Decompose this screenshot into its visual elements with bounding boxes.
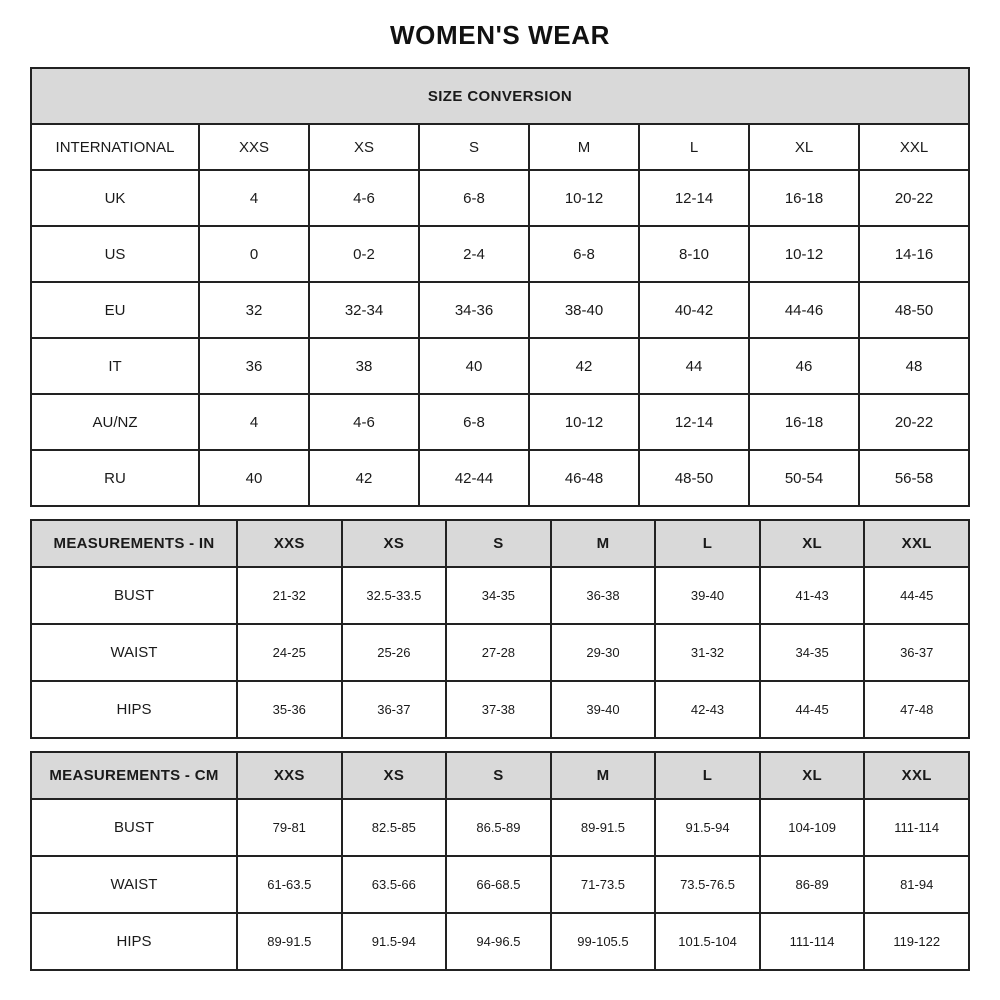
table-cell: 38-40 (529, 282, 639, 338)
measurements-cm-table (30, 751, 970, 971)
table-row (31, 170, 969, 226)
table-cell: 119-122 (864, 913, 969, 970)
table-cell: 47-48 (864, 681, 969, 738)
header-row (31, 124, 969, 170)
column-header: M (551, 520, 656, 567)
table-cell: 34-35 (760, 624, 865, 681)
table-cell: 20-22 (859, 394, 969, 450)
table-cell: 104-109 (760, 799, 865, 856)
row-label: HIPS (31, 913, 237, 970)
table-cell: 89-91.5 (551, 799, 656, 856)
row-label: BUST (31, 799, 237, 856)
table-cell: 46-48 (529, 450, 639, 506)
table-cell: 36-38 (551, 567, 656, 624)
corner-header: MEASUREMENTS - CM (31, 752, 237, 799)
table-cell: 42-43 (655, 681, 760, 738)
table-cell: 44 (639, 338, 749, 394)
table-cell: 14-16 (859, 226, 969, 282)
table-cell: 12-14 (639, 170, 749, 226)
table-cell: 44-46 (749, 282, 859, 338)
table-cell: 16-18 (749, 394, 859, 450)
table-row (31, 282, 969, 338)
table-cell: 6-8 (529, 226, 639, 282)
table-cell: 111-114 (760, 913, 865, 970)
table-cell: 66-68.5 (446, 856, 551, 913)
table-cell: 39-40 (551, 681, 656, 738)
row-label: AU/NZ (31, 394, 199, 450)
column-header: XL (760, 520, 865, 567)
table-cell: 42 (529, 338, 639, 394)
column-header: M (529, 124, 639, 170)
table-cell: 86.5-89 (446, 799, 551, 856)
table-cell: 34-35 (446, 567, 551, 624)
size-conversion-table (30, 67, 970, 507)
column-header: S (446, 520, 551, 567)
table-cell: 36-37 (342, 681, 447, 738)
table-cell: 99-105.5 (551, 913, 656, 970)
table-cell: 40 (199, 450, 309, 506)
row-label: WAIST (31, 624, 237, 681)
column-header: XXS (237, 752, 342, 799)
table-cell: 48 (859, 338, 969, 394)
row-label: WAIST (31, 856, 237, 913)
column-header: L (655, 752, 760, 799)
table-cell: 44-45 (760, 681, 865, 738)
table-cell: 2-4 (419, 226, 529, 282)
table-cell: 111-114 (864, 799, 969, 856)
table-cell: 34-36 (419, 282, 529, 338)
column-header: M (551, 752, 656, 799)
column-header: XXL (859, 124, 969, 170)
column-header: XL (749, 124, 859, 170)
table-cell: 27-28 (446, 624, 551, 681)
row-label: UK (31, 170, 199, 226)
row-label: IT (31, 338, 199, 394)
table-title-row (31, 68, 969, 124)
table-cell: 31-32 (655, 624, 760, 681)
table-cell: 8-10 (639, 226, 749, 282)
table-cell: 25-26 (342, 624, 447, 681)
table-cell: 39-40 (655, 567, 760, 624)
table-cell: 10-12 (529, 394, 639, 450)
column-header: XXL (864, 752, 969, 799)
table-cell: 38 (309, 338, 419, 394)
table-cell: 10-12 (749, 226, 859, 282)
table-row (31, 338, 969, 394)
table-cell: 48-50 (639, 450, 749, 506)
row-label: RU (31, 450, 199, 506)
table-cell: 6-8 (419, 394, 529, 450)
table-cell: 0 (199, 226, 309, 282)
table-row (31, 567, 969, 624)
column-header: L (655, 520, 760, 567)
table-cell: 32.5-33.5 (342, 567, 447, 624)
table-cell: 48-50 (859, 282, 969, 338)
table-cell: 82.5-85 (342, 799, 447, 856)
table-row (31, 913, 969, 970)
column-header: L (639, 124, 749, 170)
table-row (31, 681, 969, 738)
table-cell: 6-8 (419, 170, 529, 226)
table-cell: 36-37 (864, 624, 969, 681)
table-cell: 35-36 (237, 681, 342, 738)
column-header: XL (760, 752, 865, 799)
table-cell: 16-18 (749, 170, 859, 226)
column-header: S (419, 124, 529, 170)
table-cell: 94-96.5 (446, 913, 551, 970)
table-cell: 37-38 (446, 681, 551, 738)
table-row (31, 450, 969, 506)
table-cell: 40-42 (639, 282, 749, 338)
table-cell: 56-58 (859, 450, 969, 506)
table-cell: 91.5-94 (655, 799, 760, 856)
table-cell: 101.5-104 (655, 913, 760, 970)
table-cell: 21-32 (237, 567, 342, 624)
table-cell: 71-73.5 (551, 856, 656, 913)
table-cell: 4-6 (309, 394, 419, 450)
table-cell: 81-94 (864, 856, 969, 913)
table-cell: 63.5-66 (342, 856, 447, 913)
table-cell: 79-81 (237, 799, 342, 856)
row-label: EU (31, 282, 199, 338)
table-cell: 32-34 (309, 282, 419, 338)
header-row (31, 752, 969, 799)
table-row (31, 856, 969, 913)
table-cell: 24-25 (237, 624, 342, 681)
table-cell: 73.5-76.5 (655, 856, 760, 913)
table-cell: 42 (309, 450, 419, 506)
header-row (31, 520, 969, 567)
corner-header: MEASUREMENTS - IN (31, 520, 237, 567)
measurements-in-table (30, 519, 970, 739)
table-cell: 91.5-94 (342, 913, 447, 970)
column-header: XXL (864, 520, 969, 567)
table-row (31, 394, 969, 450)
page-title: WOMEN'S WEAR (390, 20, 610, 50)
table-cell: 42-44 (419, 450, 529, 506)
table-cell: 44-45 (864, 567, 969, 624)
column-header: XS (309, 124, 419, 170)
column-header: XXS (199, 124, 309, 170)
table-cell: 4 (199, 170, 309, 226)
column-header: S (446, 752, 551, 799)
table-cell: 41-43 (760, 567, 865, 624)
table-cell: 29-30 (551, 624, 656, 681)
table-cell: 46 (749, 338, 859, 394)
column-header: XS (342, 752, 447, 799)
table-cell: 12-14 (639, 394, 749, 450)
column-header: XS (342, 520, 447, 567)
table-cell: 50-54 (749, 450, 859, 506)
table-cell: 89-91.5 (237, 913, 342, 970)
table-cell: 4 (199, 394, 309, 450)
corner-header: INTERNATIONAL (31, 124, 199, 170)
table-cell: 40 (419, 338, 529, 394)
table-cell: 4-6 (309, 170, 419, 226)
table-cell: 61-63.5 (237, 856, 342, 913)
column-header: XXS (237, 520, 342, 567)
table-row (31, 799, 969, 856)
table-row (31, 226, 969, 282)
table-cell: 20-22 (859, 170, 969, 226)
table-cell: 36 (199, 338, 309, 394)
row-label: US (31, 226, 199, 282)
row-label: BUST (31, 567, 237, 624)
table-row (31, 624, 969, 681)
table-title: SIZE CONVERSION (31, 68, 969, 124)
table-cell: 0-2 (309, 226, 419, 282)
table-cell: 10-12 (529, 170, 639, 226)
table-cell: 32 (199, 282, 309, 338)
table-cell: 86-89 (760, 856, 865, 913)
row-label: HIPS (31, 681, 237, 738)
